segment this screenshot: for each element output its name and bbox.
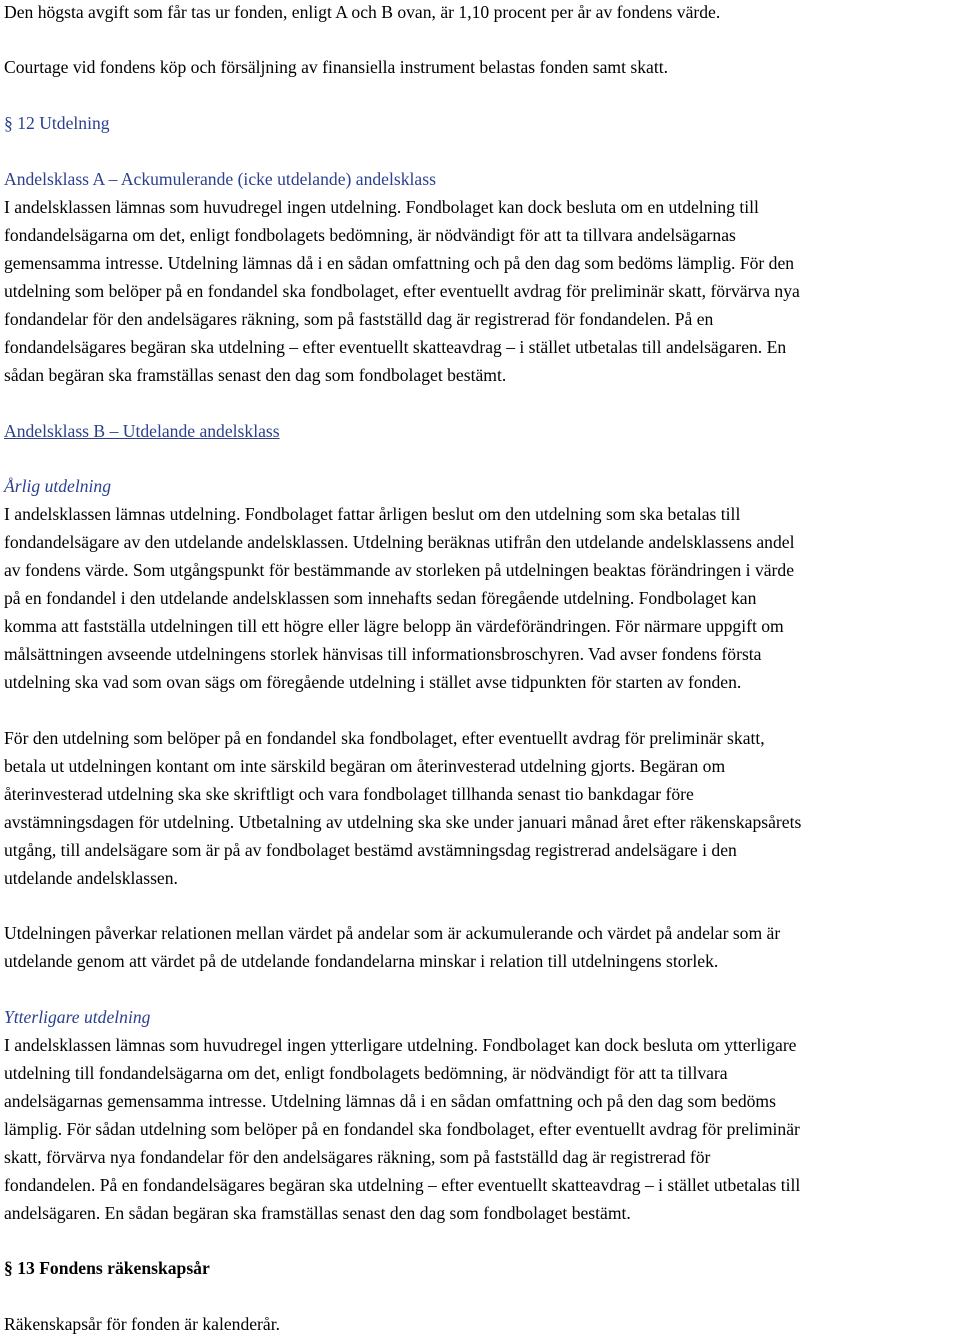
class-b-text-line-3: av fondens värde. Som utgångspunkt för bestämmande av storleken på utdelningen beaktas förändringen i värde <box>4 560 795 580</box>
fiscal-year-text: Räkenskapsår för fonden är kalenderår. <box>4 1314 281 1334</box>
class-a-text-line-2: fondandelsägarna om det, enligt fondbolagets bedömning, är nödvändigt för att ta tillvara andelsägarnas <box>4 225 736 245</box>
payout-text-line-4: avstämningsdagen för utdelning. Utbetalning av utdelning ska ske under januari månad året efter räkenskapsårets <box>4 812 802 832</box>
relation-text-line-1: Utdelningen påverkar relationen mellan värdet på andelar som är ackumulerande och värdet på andelar som är <box>4 923 781 943</box>
additional-text-line-2: utdelning till fondandelsägarna om det, enligt fondbolagets bedömning, är nödvändigt för att ta tillvara <box>4 1063 728 1083</box>
section-13-heading: § 13 Fondens räkenskapsår <box>4 1258 210 1278</box>
section-12-heading: § 12 Utdelning <box>4 113 110 133</box>
class-a-text-line-3: gemensamma intresse. Utdelning lämnas då i en sådan omfattning och på den dag som bedöms lämplig. För den <box>4 253 795 273</box>
class-a-text-line-5: fondandelar för den andelsägares räkning, som på fastställd dag är registrerad för fondandelen. På en <box>4 309 714 329</box>
additional-text-line-7: andelsägaren. En sådan begäran ska framställas senast den dag som fondbolaget bestämt. <box>4 1203 631 1223</box>
courtage-text: Courtage vid fondens köp och försäljning av finansiella instrument belastas fonden samt skatt. <box>4 57 669 77</box>
fee-max-text: Den högsta avgift som får tas ur fonden, enligt A och B ovan, är 1,10 procent per år av fondens värde. <box>4 2 721 22</box>
class-a-text-line-4: utdelning som belöper på en fondandel ska fondbolaget, efter eventuellt avdrag för preliminär skatt, förvärva nya <box>4 281 800 301</box>
payout-text-line-6: utdelande andelsklassen. <box>4 868 178 888</box>
relation-text-line-2: utdelande genom att värdet på de utdelande fondandelarna minskar i relation till utdelningens storlek. <box>4 951 719 971</box>
payout-text-line-3: återinvesterad utdelning ska ske skriftligt och vara fondbolaget tillhanda senast tio bankdagar före <box>4 784 694 804</box>
class-a-text-line-7: sådan begäran ska framställas senast den dag som fondbolaget bestämt. <box>4 365 507 385</box>
additional-text-line-1: I andelsklassen lämnas som huvudregel ingen ytterligare utdelning. Fondbolaget kan dock besluta om ytterligare <box>4 1035 797 1055</box>
class-b-text-line-7: utdelning ska vad som ovan sägs om föregående utdelning i stället avse tidpunkten för starten av fonden. <box>4 672 742 692</box>
additional-distribution-heading: Ytterligare utdelning <box>4 1007 151 1027</box>
payout-text-line-1: För den utdelning som belöper på en fondandel ska fondbolaget, efter eventuellt avdrag för preliminär skatt, <box>4 728 765 748</box>
class-b-text-line-2: fondandelsägare av den utdelande andelsklassen. Utdelning beräknas utifrån den utdelande andelsklassens andel <box>4 532 795 552</box>
annual-distribution-heading: Årlig utdelning <box>4 476 112 496</box>
class-b-heading: Andelsklass B – Utdelande andelsklass <box>4 421 280 441</box>
class-a-text-line-1: I andelsklassen lämnas som huvudregel ingen utdelning. Fondbolaget kan dock besluta om en utdelning till <box>4 197 759 217</box>
additional-text-line-5: skatt, förvärva nya fondandelar för den andelsägares räkning, som på fastställd dag är registrerad för <box>4 1147 711 1167</box>
additional-text-line-3: andelsägarnas gemensamma intresse. Utdelning lämnas då i en sådan omfattning och på den dag som bedöms <box>4 1091 776 1111</box>
class-b-text-line-1: I andelsklassen lämnas utdelning. Fondbolaget fattar årligen beslut om den utdelning som ska betalas till <box>4 504 741 524</box>
class-a-heading: Andelsklass A – Ackumulerande (icke utdelande) andelsklass <box>4 169 436 189</box>
class-a-text-line-6: fondandelsägares begäran ska utdelning – efter eventuellt skatteavdrag – i stället utbetalas till andelsägaren. En <box>4 337 787 357</box>
payout-text-line-2: betala ut utdelningen kontant om inte särskild begäran om återinvesterad utdelning gjorts. Begäran om <box>4 756 726 776</box>
class-b-text-line-5: komma att fastställa utdelningen till ett högre eller lägre belopp än värdeförändringen. För närmare uppgift om <box>4 616 784 636</box>
class-b-text-line-6: målsättningen avseende utdelningens storlek hänvisas till informationsbroschyren. Vad avser fondens första <box>4 644 762 664</box>
payout-text-line-5: utgång, till andelsägare som är på av fondbolaget bestämd avstämningsdag registrerad andelsägare i den <box>4 840 737 860</box>
class-b-text-line-4: på en fondandel i den utdelande andelsklassen som innehafts sedan föregående utdelning. Fondbolaget kan <box>4 588 757 608</box>
additional-text-line-6: fondandelen. På en fondandelsägares begäran ska utdelning – efter eventuellt skatteavdrag – i stället utbetalas till <box>4 1175 801 1195</box>
additional-text-line-4: lämplig. För sådan utdelning som belöper på en fondandel ska fondbolaget, efter eventuellt avdrag för preliminär <box>4 1119 800 1139</box>
